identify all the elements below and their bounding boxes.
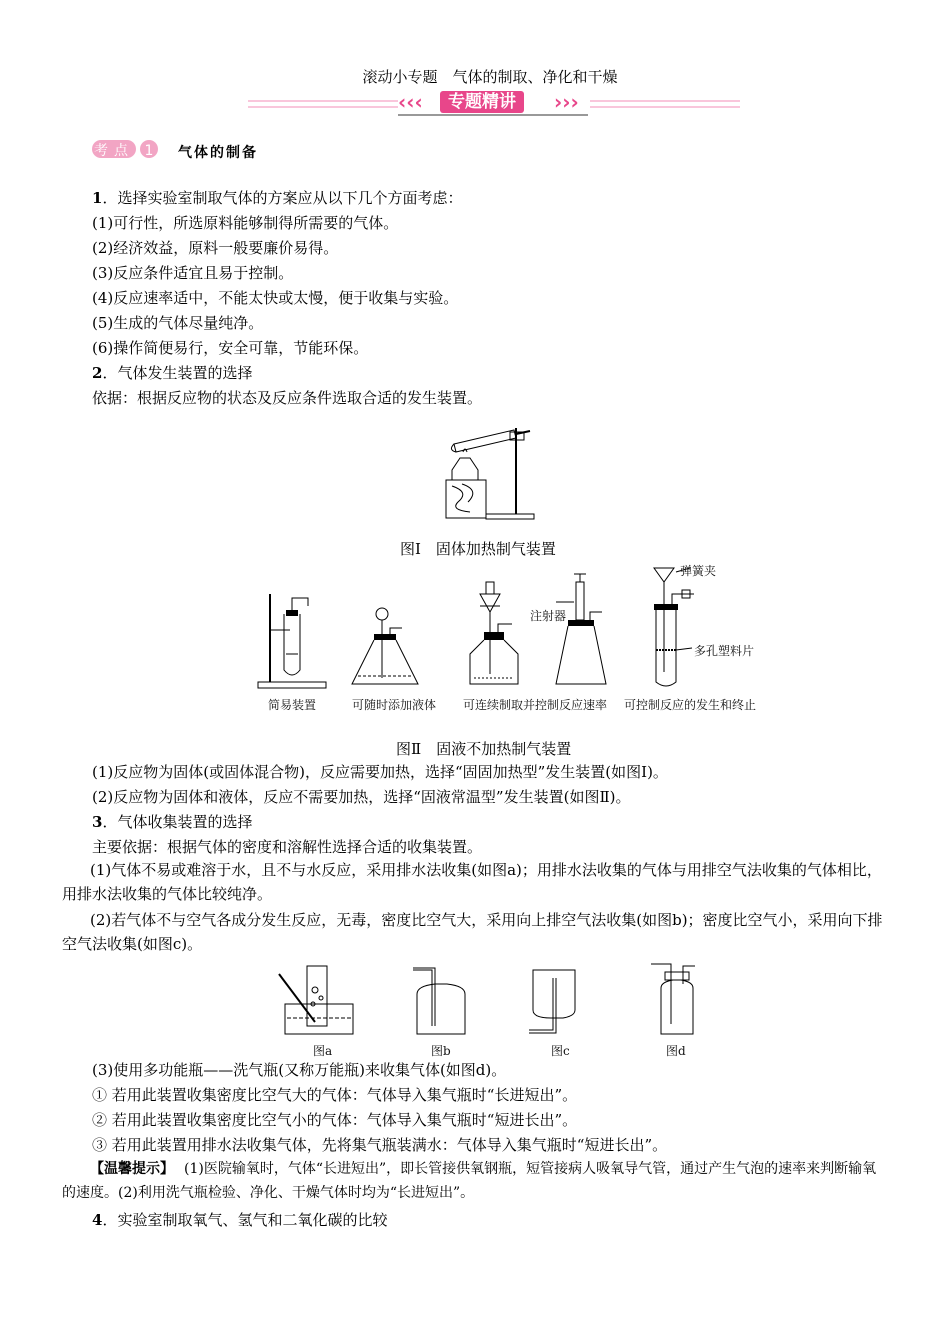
fig2-label-2: 可随时添加液体 — [352, 698, 437, 712]
page-title: 滚动小专题 气体的制取、净化和干燥 — [362, 68, 618, 86]
p2-basis: 依据：根据反应物的状态及反应条件选取合适的发生装置。 — [92, 389, 483, 407]
p2-heading: 2．气体发生装置的选择 — [92, 364, 253, 382]
tip-text: (1)医院输氧时，气体“长进短出”，即长管接供氧钢瓶，短管接病人吸氧导气管，通过产生气泡的速率来判断输氧的速度。(2)利用洗气瓶检验、净化、干燥气体时均为“长进短出”。 — [62, 1161, 877, 1201]
p2-item-1: (1)反应物为固体(或固体混合物)，反应需要加热，选择“固固加热型”发生装置(如图Ⅰ)。 — [92, 763, 668, 781]
device-syringe — [556, 574, 606, 684]
fig2-label-1: 简易装置 — [268, 698, 317, 712]
p1-item-4: (4)反应速率适中，不能太快或太慢，便于收集与实验。 — [92, 289, 459, 307]
device-controllable — [654, 568, 694, 686]
banner-left-arrows: ‹‹‹ — [398, 90, 423, 114]
section-title: 气体的制备 — [178, 145, 258, 161]
banner — [248, 88, 740, 118]
banner-right-arrows: ››› — [554, 90, 579, 114]
figure-1-solid-heating — [430, 420, 560, 525]
p3-heading: 3．气体收集装置的选择 — [92, 813, 253, 831]
figure-2-caption: 图Ⅱ 固液不加热制气装置 — [396, 740, 572, 758]
fig2-label-4: 可控制反应的发生和终止 — [624, 698, 757, 712]
p2-item-2: (2)反应物为固体和液体，反应不需要加热，选择“固液常温型”发生装置(如图Ⅱ)。 — [92, 788, 631, 806]
fig-c-downward-air — [529, 970, 575, 1033]
fig-a-water-displacement — [279, 966, 353, 1034]
section-badge-text: 考点 1 — [94, 143, 160, 159]
figure-1-caption: 图Ⅰ 固体加热制气装置 — [400, 540, 556, 558]
section-badge — [92, 139, 158, 159]
fig-c-label: 图c — [551, 1044, 570, 1058]
device-continuous — [470, 582, 518, 684]
tip-label: 【温馨提示】 — [90, 1161, 174, 1177]
fig-b-label: 图b — [431, 1044, 451, 1058]
fig2-label-3: 可连续制取并控制反应速率 — [463, 698, 608, 712]
figure-collection — [275, 960, 695, 1040]
fig-d-multi-bottle — [651, 964, 695, 1034]
fig2-clip-label: 弹簧夹 — [680, 564, 717, 578]
p1-item-5: (5)生成的气体尽量纯净。 — [92, 314, 264, 332]
p3-tip — [62, 1157, 890, 1205]
fig-a-label: 图a — [313, 1044, 333, 1058]
p3-basis: 主要依据：根据气体的密度和溶解性选择合适的收集装置。 — [92, 838, 483, 856]
banner-label: 专题精讲 — [440, 91, 524, 113]
p1-item-2: (2)经济效益，原料一般要廉价易得。 — [92, 239, 339, 257]
p3-item-2: (2)若气体不与空气各成分发生反应，无毒，密度比空气大，采用向上排空气法收集(如图b)；密度比空气小，采用向下排空气法收集(如图c)。 — [62, 911, 883, 953]
p1-item-3: (3)反应条件适宜且易于控制。 — [92, 264, 294, 282]
fig-b-upward-air — [413, 968, 465, 1034]
p1-item-6: (6)操作简便易行，安全可靠，节能环保。 — [92, 339, 369, 357]
p1-item-1: (1)可行性，所选原料能够制得所需要的气体。 — [92, 214, 399, 232]
p1-heading: 1．选择实验室制取气体的方案应从以下几个方面考虑： — [92, 189, 463, 207]
p3-circ-1: ① 若用此装置收集密度比空气大的气体：气体导入集气瓶时“长进短出”。 — [92, 1086, 578, 1104]
p3-circ-2: ② 若用此装置收集密度比空气小的气体：气体导入集气瓶时“短进长出”。 — [92, 1111, 578, 1129]
device-add-liquid — [352, 608, 418, 684]
p4-heading: 4．实验室制取氧气、氢气和二氧化碳的比较 — [92, 1211, 388, 1229]
p3-item-1: (1)气体不易或难溶于水，且不与水反应，采用排水法收集(如图a)；用排水法收集的气体与用排空气法收集的气体相比，用排水法收集的气体比较纯净。 — [62, 861, 882, 903]
fig2-plate-label: 多孔塑料片 — [694, 644, 755, 658]
p3-item-3: (3)使用多功能瓶——洗气瓶(又称万能瓶)来收集气体(如图d)。 — [92, 1061, 507, 1079]
fig-d-label: 图d — [666, 1044, 686, 1058]
fig2-injector-label: 注射器 — [530, 609, 567, 623]
figure-2-devices — [256, 562, 766, 694]
p3-circ-3: ③ 若用此装置用排水法收集气体，先将集气瓶装满水：气体导入集气瓶时“短进长出”。 — [92, 1136, 668, 1154]
device-simple — [258, 594, 326, 688]
